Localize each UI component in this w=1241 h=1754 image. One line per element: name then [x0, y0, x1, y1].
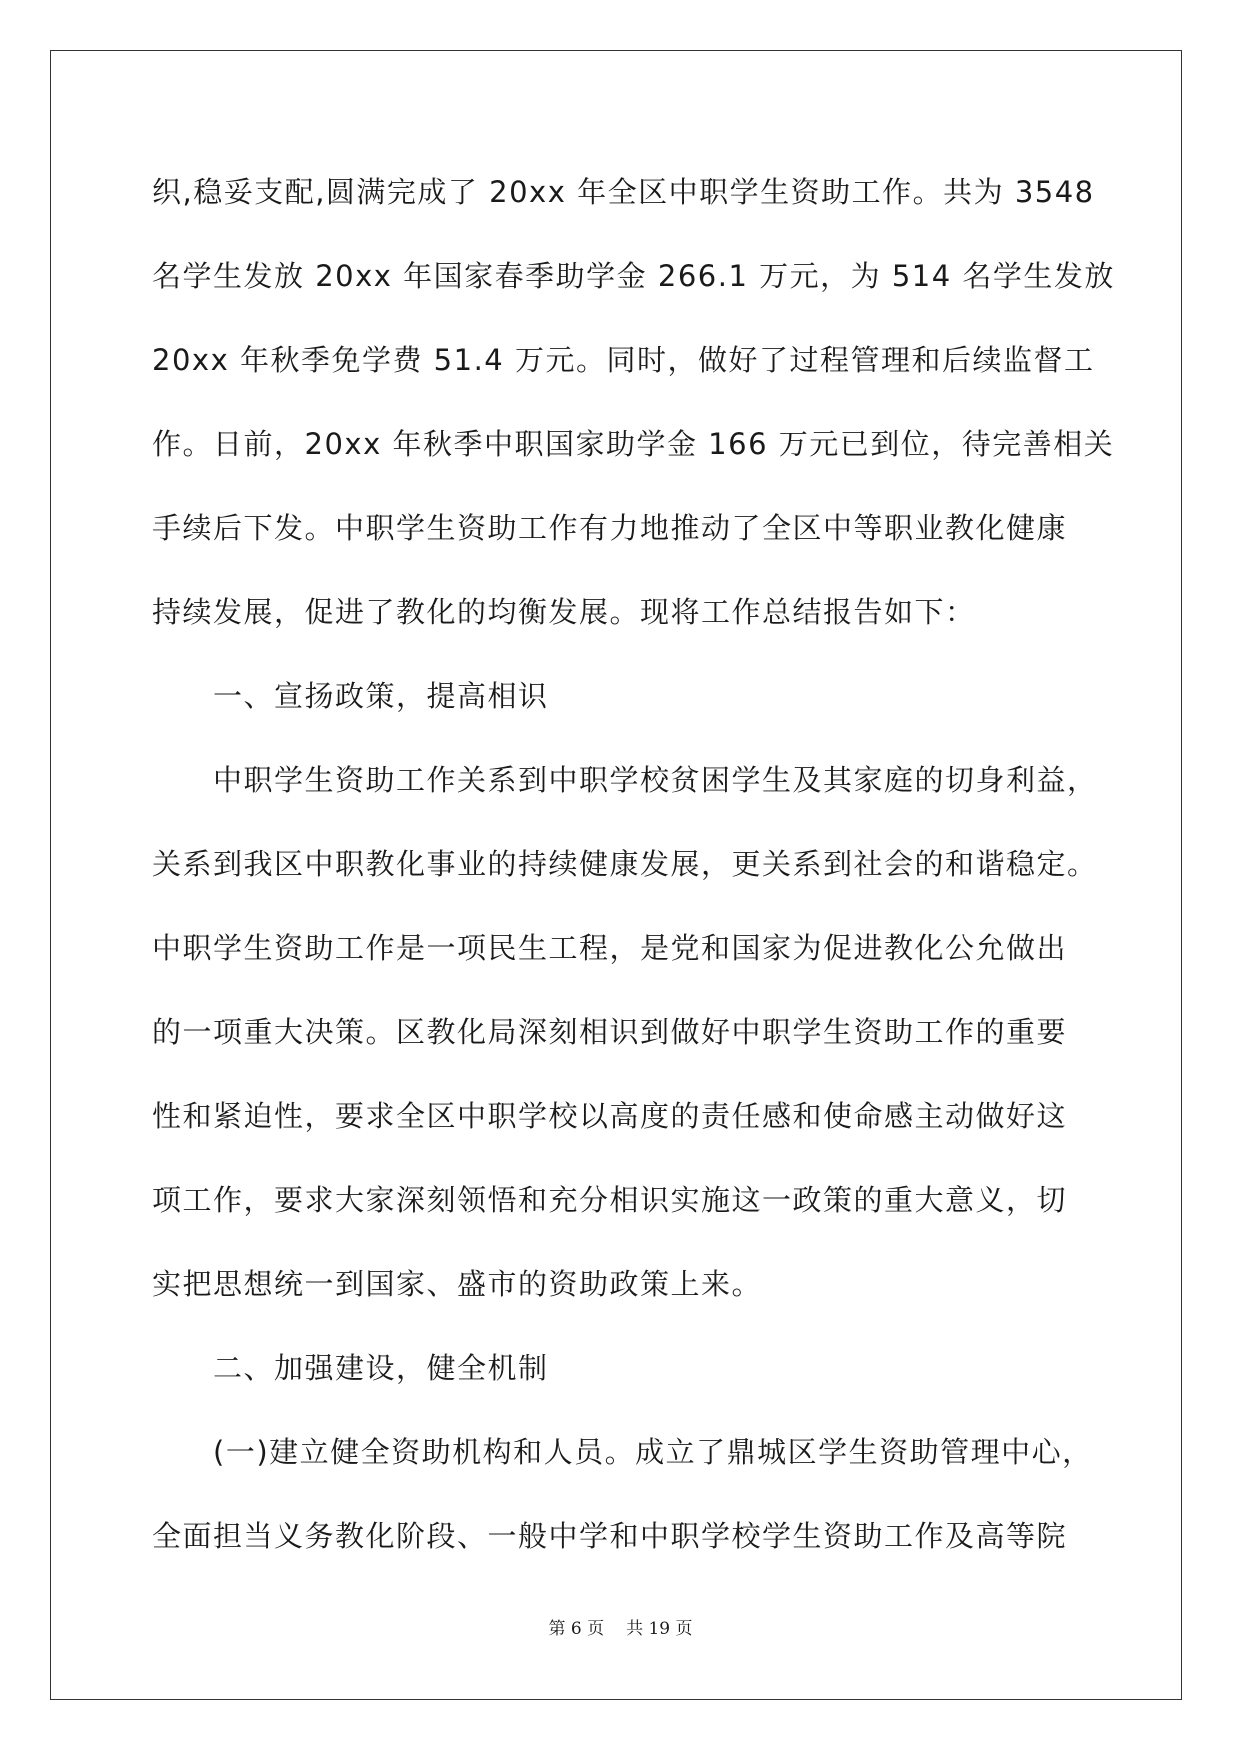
- text-line: 作。日前，20xx 年秋季中职国家助学金 166 万元已到位，待完善相关: [152, 427, 1115, 461]
- text-line: 关系到我区中职教化事业的持续健康发展，更关系到社会的和谐稳定。: [152, 847, 1098, 881]
- text-line: 20xx 年秋季免学费 51.4 万元。同时，做好了过程管理和后续监督工: [152, 343, 1095, 377]
- page-total: 共 19 页: [626, 1619, 693, 1639]
- text-line: 性和紧迫性，要求全区中职学校以高度的责任感和使命感主动做好这: [152, 1099, 1068, 1133]
- section-heading-1: 一、宣扬政策，提高相识: [152, 679, 549, 713]
- text-line: 持续发展，促进了教化的均衡发展。现将工作总结报告如下：: [152, 595, 976, 629]
- text-line: (一)建立健全资助机构和人员。成立了鼎城区学生资助管理中心，: [152, 1435, 1093, 1469]
- text-line: 名学生发放 20xx 年国家春季助学金 266.1 万元，为 514 名学生发放: [152, 259, 1115, 293]
- page-footer: [0, 1614, 1241, 1639]
- text-line: 织,稳妥支配,圆满完成了 20xx 年全区中职学生资助工作。共为 3548: [152, 175, 1095, 209]
- section-heading-2: 二、加强建设，健全机制: [152, 1351, 549, 1385]
- text-line: 项工作，要求大家深刻领悟和充分相识实施这一政策的重大意义，切: [152, 1183, 1068, 1217]
- text-line: 中职学生资助工作关系到中职学校贫困学生及其家庭的切身利益，: [152, 763, 1098, 797]
- text-line: 中职学生资助工作是一项民生工程，是党和国家为促进教化公允做出: [152, 931, 1068, 965]
- text-line: 全面担当义务教化阶段、一般中学和中职学校学生资助工作及高等院: [152, 1519, 1068, 1553]
- text-line: 的一项重大决策。区教化局深刻相识到做好中职学生资助工作的重要: [152, 1015, 1068, 1049]
- text-line: 手续后下发。中职学生资助工作有力地推动了全区中等职业教化健康: [152, 511, 1068, 545]
- text-line: 实把思想统一到国家、盛市的资助政策上来。: [152, 1267, 763, 1301]
- document-body: [152, 164, 1115, 1592]
- page-number: 第 6 页: [548, 1619, 605, 1639]
